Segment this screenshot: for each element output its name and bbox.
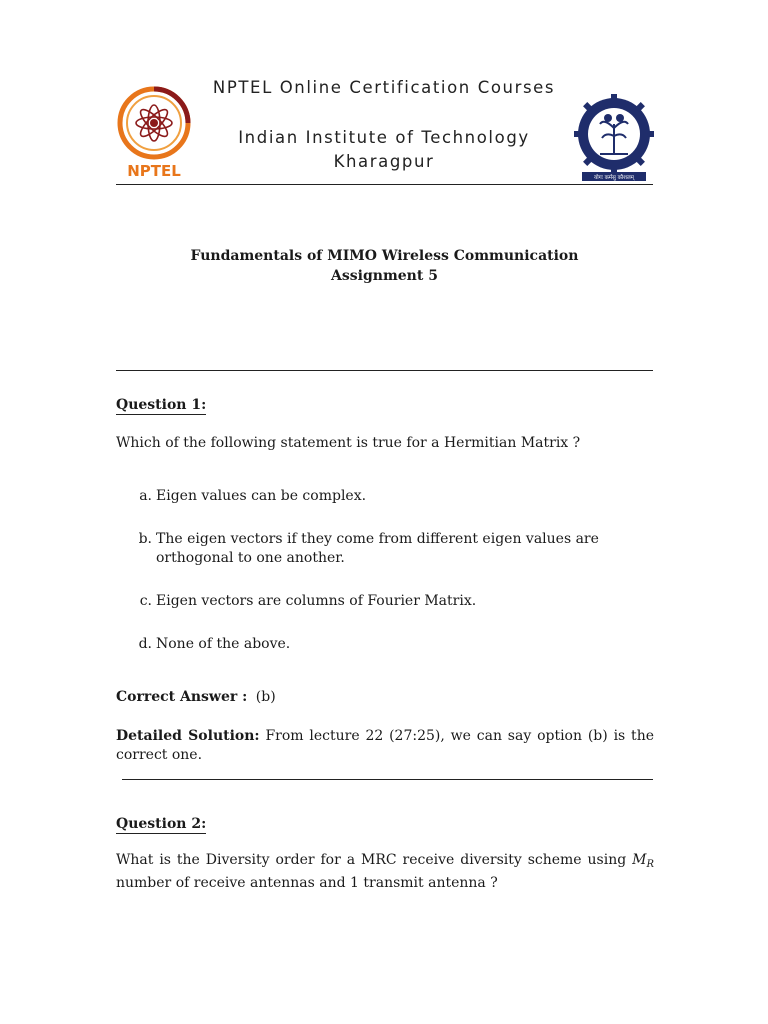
q2-text-before: What is the Diversity order for a MRC receive diversity scheme using [116,852,633,868]
courses-title: NPTEL Online Certification Courses [212,78,556,97]
correct-answer-label: Correct Answer : [116,689,248,705]
option-c [116,592,654,611]
question-1-heading: Question 1: [116,397,207,413]
option-letter: a. [139,488,152,504]
solution-label: Detailed Solution: [116,728,260,744]
nptel-logo-text: NPTEL [127,162,181,180]
iit-logo-motto: योगः कर्मसु कौशलम् [594,175,634,181]
option-text: None of the above. [156,636,291,652]
question-2-text [116,851,654,893]
iit-kgp-logo [574,94,654,182]
option-letter: d. [138,636,152,652]
option-letter: c. [139,593,152,609]
option-b [116,530,654,568]
option-text: Eigen values can be complex. [156,488,367,504]
title-rule [116,370,653,371]
correct-answer [116,689,276,705]
option-text: The eigen vectors if they come from different eigen values are orthogonal to one another. [156,531,599,566]
math-var: M [632,852,647,868]
course-title: Fundamentals of MIMO Wireless Communication [190,248,579,264]
institute-line1: Indian Institute of Technology [238,128,530,147]
option-a [116,487,654,506]
solution-text: From lecture 22 (27:25), we can say option (b) is the correct one. [116,728,654,763]
nptel-logo [116,86,194,182]
option-letter: b. [138,531,152,547]
option-text: Eigen vectors are columns of Fourier Matrix. [156,593,477,609]
q2-text-after: number of receive antennas and 1 transmit antenna ? [116,875,498,891]
question-2-heading: Question 2: [116,816,207,832]
document-title [116,246,653,286]
question-1-options [116,487,654,678]
institute-line2: Kharagpur [333,152,435,171]
correct-answer-value: (b) [255,689,276,705]
option-d [116,635,654,654]
institute-name [200,126,568,174]
question-separator [122,779,653,780]
detailed-solution [116,727,654,765]
question-1-text: Which of the following statement is true for a Hermitian Matrix ? [116,435,581,451]
header-rule [116,184,653,185]
math-sub: R [646,859,654,870]
assignment-title: Assignment 5 [331,268,438,284]
